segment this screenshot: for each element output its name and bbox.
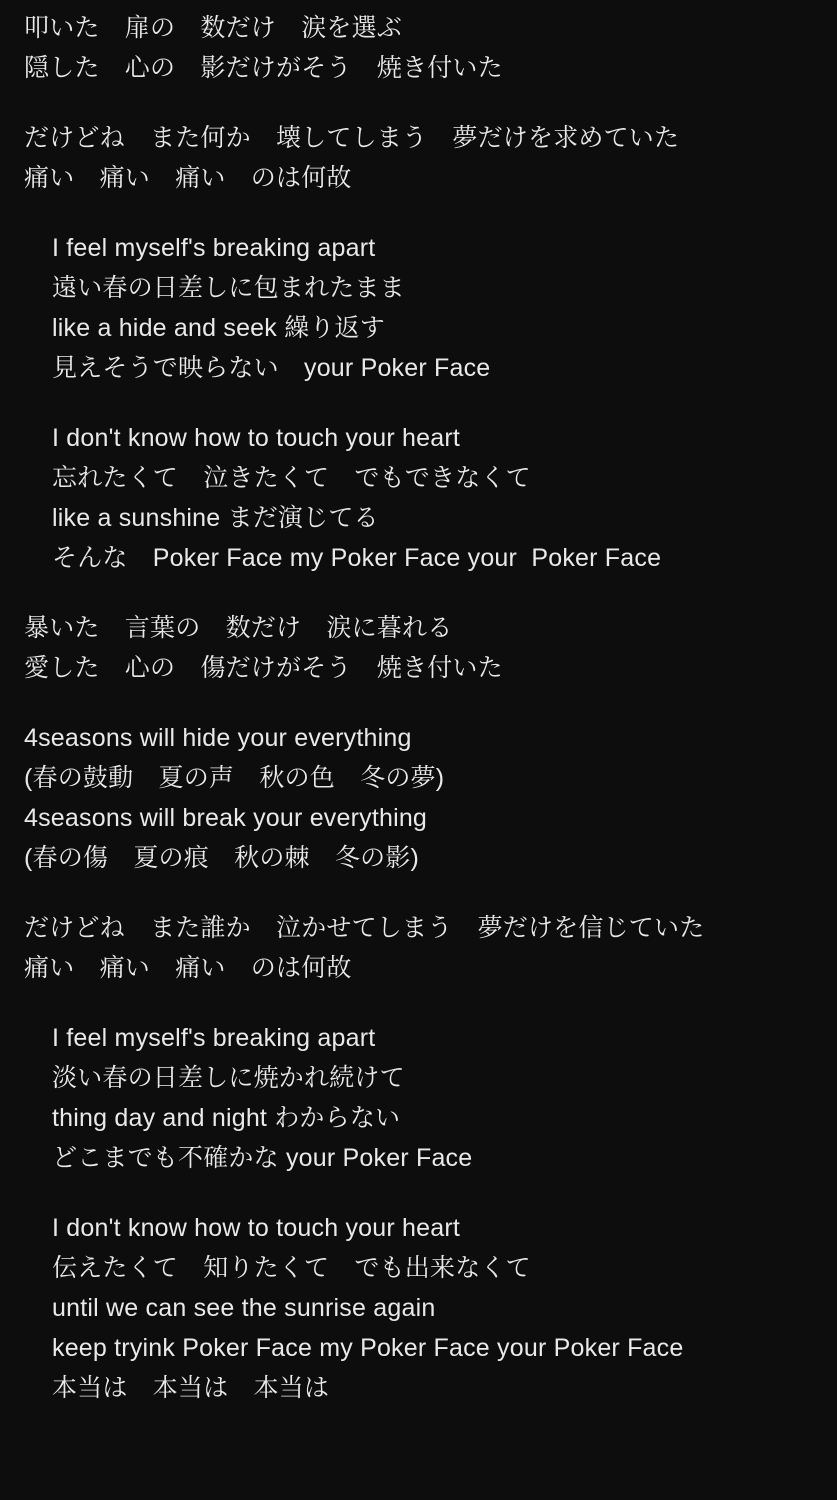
lyrics-line: like a hide and seek 繰り返す xyxy=(52,314,385,342)
lyrics-line: (春の傷 夏の痕 秋の棘 冬の影) xyxy=(24,844,420,872)
lyrics-line: thing day and night わからない xyxy=(52,1104,401,1132)
lyrics-line: 隠した 心の 影だけがそう 焼き付いた xyxy=(24,54,503,82)
lyrics-line: 見えそうで映らない your Poker Face xyxy=(52,354,491,382)
lyrics-line: I feel myself's breaking apart xyxy=(52,234,376,262)
lyrics-line: 暴いた 言葉の 数だけ 涙に暮れる xyxy=(24,614,453,642)
lyrics-line: I don't know how to touch your heart xyxy=(52,424,461,452)
lyrics-line: どこまでも不確かな your Poker Face xyxy=(52,1144,473,1172)
lyrics-stanza xyxy=(24,1018,813,1178)
lyrics-line: like a sunshine まだ演じてる xyxy=(52,504,379,532)
lyrics-line: 痛い 痛い 痛い のは何故 xyxy=(24,164,352,192)
lyrics-stanza xyxy=(24,8,813,88)
lyrics-line: 愛した 心の 傷だけがそう 焼き付いた xyxy=(24,654,503,682)
lyrics-line: だけどね また何か 壊してしまう 夢だけを求めていた xyxy=(24,124,680,152)
lyrics-line: そんな Poker Face my Poker Face your Poker Face xyxy=(52,544,662,572)
lyrics-line: keep tryink Poker Face my Poker Face your Poker Face xyxy=(52,1334,684,1362)
lyrics-stanza xyxy=(24,1208,813,1408)
lyrics-line: 伝えたくて 知りたくて でも出来なくて xyxy=(52,1254,531,1282)
lyrics-stanza xyxy=(24,718,813,878)
lyrics-stanza xyxy=(24,118,813,198)
lyrics-line: 4seasons will hide your everything xyxy=(24,724,412,752)
lyrics-line: I feel myself's breaking apart xyxy=(52,1024,376,1052)
lyrics-line: 本当は 本当は 本当は xyxy=(52,1374,330,1402)
lyrics-stanza xyxy=(24,228,813,388)
lyrics-line: 淡い春の日差しに焼かれ続けて xyxy=(52,1064,405,1092)
lyrics-line: 遠い春の日差しに包まれたまま xyxy=(52,274,405,302)
lyrics-line: 叩いた 扉の 数だけ 涙を選ぶ xyxy=(24,14,403,42)
lyrics-stanza xyxy=(24,608,813,688)
lyrics-stanza xyxy=(24,908,813,988)
lyrics-line: (春の鼓動 夏の声 秋の色 冬の夢) xyxy=(24,764,445,792)
lyrics-line: だけどね また誰か 泣かせてしまう 夢だけを信じていた xyxy=(24,914,705,942)
lyrics-line: 4seasons will break your everything xyxy=(24,804,428,832)
lyrics-stanza xyxy=(24,418,813,578)
lyrics-line: 痛い 痛い 痛い のは何故 xyxy=(24,954,352,982)
lyrics-line: I don't know how to touch your heart xyxy=(52,1214,461,1242)
lyrics-line: 忘れたくて 泣きたくて でもできなくて xyxy=(52,464,531,492)
lyrics-line: until we can see the sunrise again xyxy=(52,1294,436,1322)
